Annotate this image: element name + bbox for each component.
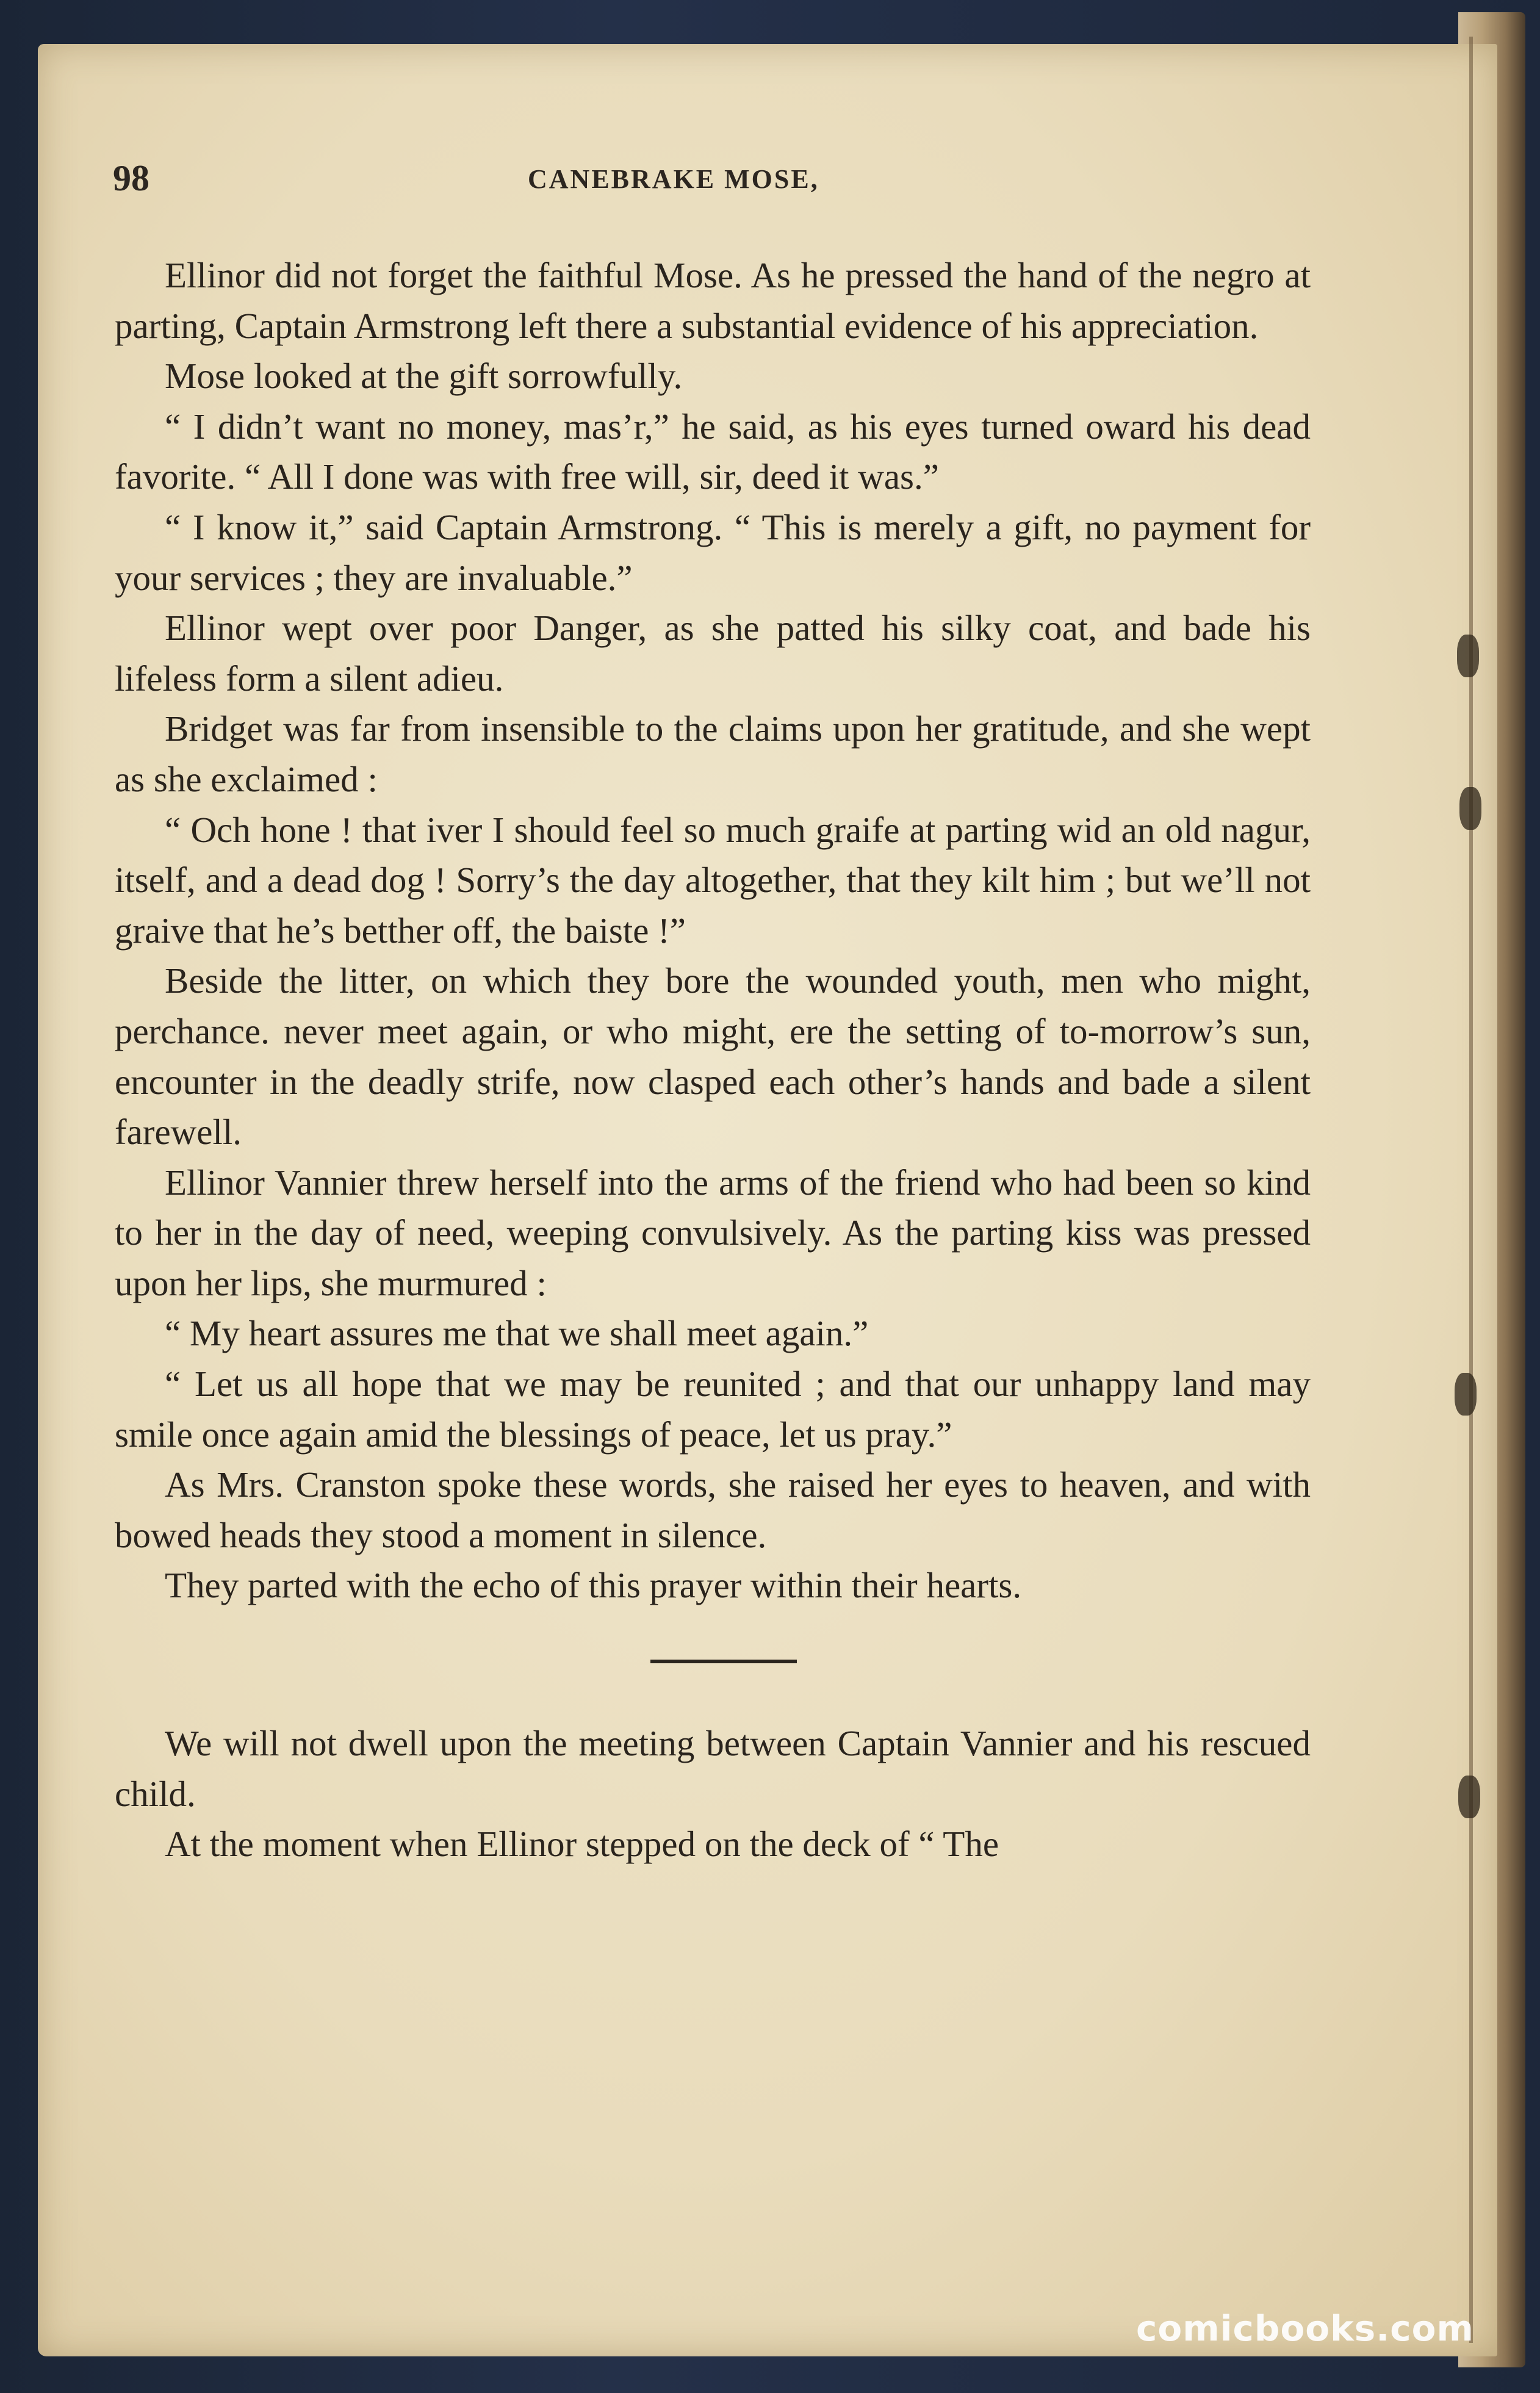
paragraph: Beside the litter, on which they bore the wounded youth, men who might, perchance. never meet again, or who might, ere the setting of to-morrow’s sun, encounter in the deadly strife, now clasped each other’s hands and bade a silent farewell. — [115, 960, 1311, 1153]
section-divider — [650, 1660, 797, 1663]
binding-stitch — [1455, 1373, 1477, 1416]
paragraph: “ My heart assures me that we shall meet again.” — [165, 1313, 869, 1354]
paragraph: “ Let us all hope that we may be reunited ; and that our unhappy land may smile once again amid the blessings of peace, let us pray.” — [115, 1364, 1311, 1455]
paragraph: “ I didn’t want no money, mas’r,” he said, as his eyes turned oward his dead favorite. “ All I done was with free will, sir, deed it was.” — [115, 406, 1311, 497]
book-title: CANEBRAKE MOSE, — [528, 164, 819, 194]
binding-crease — [1469, 37, 1473, 2343]
binding-stitch — [1457, 635, 1479, 677]
running-head — [113, 157, 1333, 200]
paragraph: We will not dwell upon the meeting between Captain Vannier and his rescued child. — [115, 1723, 1311, 1814]
paragraph: As Mrs. Cranston spoke these words, she raised her eyes to heaven, and with bowed heads they stood a moment in silence. — [115, 1464, 1311, 1555]
paragraph: Ellinor wept over poor Danger, as she patted his silky coat, and bade his lifeless form a silent adieu. — [115, 608, 1311, 699]
paragraph: Mose looked at the gift sorrowfully. — [165, 356, 683, 397]
paragraph: Bridget was far from insensible to the claims upon her gratitude, and she wept as she exclaimed : — [115, 708, 1311, 799]
watermark: comicbooks.com — [1136, 2308, 1474, 2349]
paragraph: Ellinor did not forget the faithful Mose. As he pressed the hand of the negro at parting, Captain Armstrong left there a substantial evidence of his appreciation. — [115, 255, 1311, 346]
body-text — [115, 250, 1311, 1869]
page-number: 98 — [113, 158, 149, 198]
paragraph: “ I know it,” said Captain Armstrong. “ This is merely a gift, no payment for your services ; they are invaluable.” — [115, 506, 1311, 598]
binding-stitch — [1458, 1776, 1480, 1818]
paragraph: At the moment when Ellinor stepped on the deck of “ The — [165, 1824, 999, 1865]
paragraph: They parted with the echo of this prayer within their hearts. — [165, 1565, 1022, 1606]
paragraph: Ellinor Vannier threw herself into the arms of the friend who had been so kind to her in the day of need, weeping convulsively. As the parting kiss was pressed upon her lips, she murmured : — [115, 1162, 1311, 1303]
paragraph: “ Och hone ! that iver I should feel so much graife at parting wid an old nagur, itself, and a dead dog ! Sorry’s the day altogether, that they kilt him ; but we’ll not graive that he’s betther off, the baiste !” — [115, 809, 1311, 951]
binding-stitch — [1459, 787, 1481, 830]
